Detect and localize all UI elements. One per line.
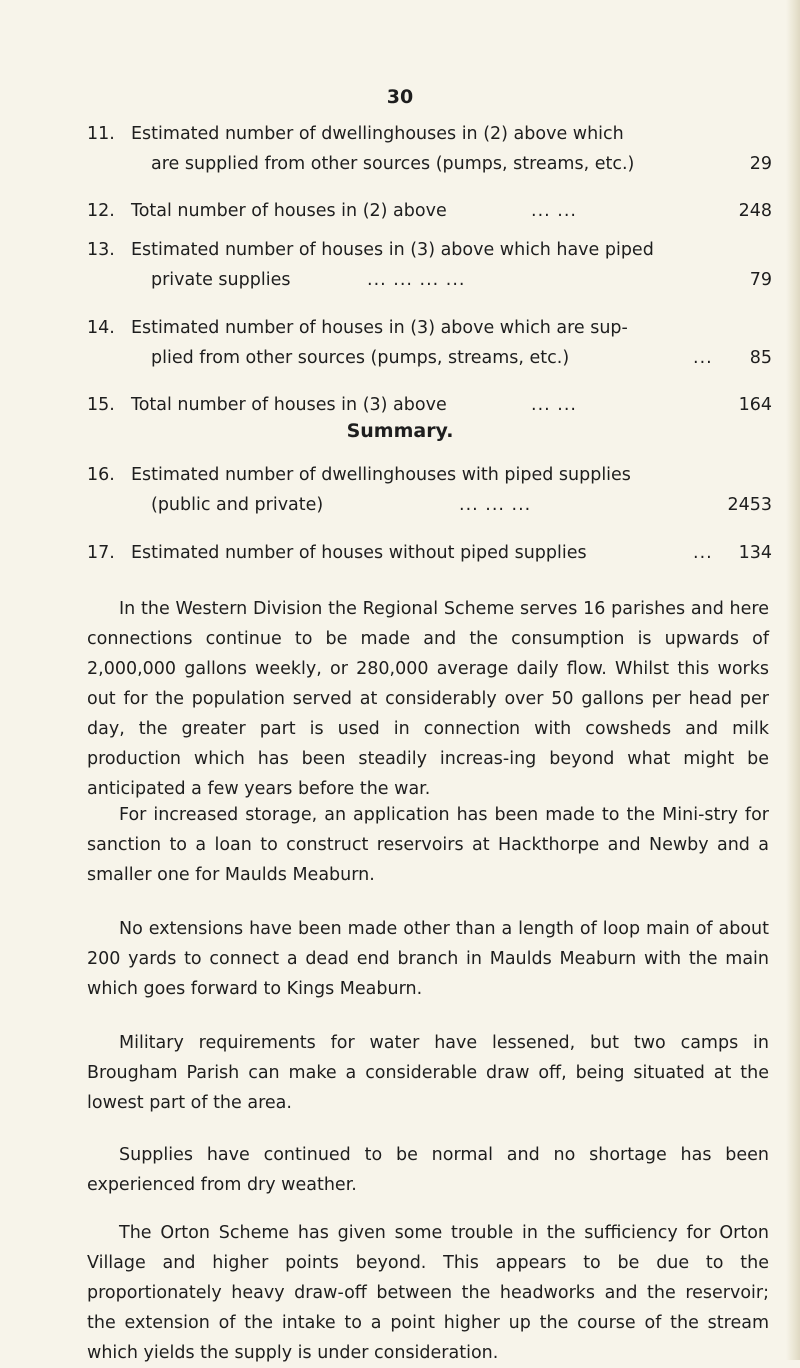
item-text-line1: Total number of houses in (2) above	[131, 201, 447, 221]
page-number: 30	[386, 86, 414, 108]
item-text-line2: private supplies	[151, 270, 291, 290]
paragraph-western-division: In the Western Division the Regional Scheme serves 16 parishes and here connections continue to be made and the consumption is upwards of 2,000,000 gallons weekly, or 280,000 average daily flow. Whilst this works out for the population served at considerably over 50 gallons per head per day, the greater part is used in connection with cowsheds and milk production which has been steadily increas-ing beyond what might be anticipated a few years before the war.	[87, 599, 769, 799]
paragraph-supplies: Supplies have continued to be normal and no shortage has been experienced from dry weather.	[87, 1145, 769, 1195]
item-text-line1: Estimated number of houses in (3) above which are sup-	[131, 318, 628, 338]
list-item-12	[87, 196, 772, 226]
item-value: 79	[749, 270, 772, 290]
item-text-line1: Estimated number of houses without piped supplies	[131, 543, 587, 563]
leader-dots: ...	[693, 348, 713, 368]
paragraph-orton-scheme: The Orton Scheme has given some trouble in the sufficiency for Orton Village and higher points beyond. This appears to be due to the proportionately heavy draw-off between the headworks and the reservoir; the extension of the intake to a point higher up the course of the stream which yields the supply is under consideration.	[87, 1223, 769, 1363]
item-value: 248	[738, 201, 772, 221]
item-number: 15.	[87, 395, 115, 415]
item-text-line1: Estimated number of houses in (3) above which have piped	[131, 240, 654, 260]
list-item-11	[87, 119, 772, 179]
page-edge-shadow	[786, 0, 800, 1360]
item-number: 14.	[87, 318, 115, 338]
item-number: 17.	[87, 543, 115, 563]
item-text-line1: Estimated number of dwellinghouses in (2) above which	[131, 124, 624, 144]
leader-dots: ... ...	[531, 201, 577, 221]
item-text-line1: Total number of houses in (3) above	[131, 395, 447, 415]
item-text-line2: are supplied from other sources (pumps, streams, etc.)	[151, 154, 635, 174]
summary-heading: Summary.	[346, 420, 454, 442]
item-number: 12.	[87, 201, 115, 221]
item-value: 85	[749, 348, 772, 368]
paragraph-military-requirements: Military requirements for water have lessened, but two camps in Brougham Parish can make a considerable draw off, being situated at the lowest part of the area.	[87, 1033, 769, 1113]
leader-dots: ... ... ... ...	[367, 270, 466, 290]
paragraph-extensions: No extensions have been made other than a length of loop main of about 200 yards to connect a dead end branch in Maulds Meaburn with the main which goes forward to Kings Meaburn.	[87, 919, 769, 999]
list-item-17	[87, 538, 772, 568]
item-text-line2: (public and private)	[151, 495, 324, 515]
item-value: 134	[738, 543, 772, 563]
list-item-16	[87, 460, 772, 520]
item-number: 11.	[87, 124, 115, 144]
list-item-15	[87, 390, 772, 420]
list-item-13	[87, 235, 772, 295]
item-value: 164	[738, 395, 772, 415]
item-number: 13.	[87, 240, 115, 260]
leader-dots: ...	[693, 543, 713, 563]
item-text-line1: Estimated number of dwellinghouses with piped supplies	[131, 465, 631, 485]
list-item-14	[87, 313, 772, 373]
item-value: 29	[749, 154, 772, 174]
leader-dots: ... ... ...	[459, 495, 532, 515]
item-text-line2: plied from other sources (pumps, streams, etc.)	[151, 348, 570, 368]
item-value: 2453	[727, 495, 772, 515]
leader-dots: ... ...	[531, 395, 577, 415]
paragraph-increased-storage: For increased storage, an application has been made to the Mini-stry for sanction to a loan to construct reservoirs at Hackthorpe and Newby and a smaller one for Maulds Meaburn.	[87, 805, 769, 885]
item-number: 16.	[87, 465, 115, 485]
